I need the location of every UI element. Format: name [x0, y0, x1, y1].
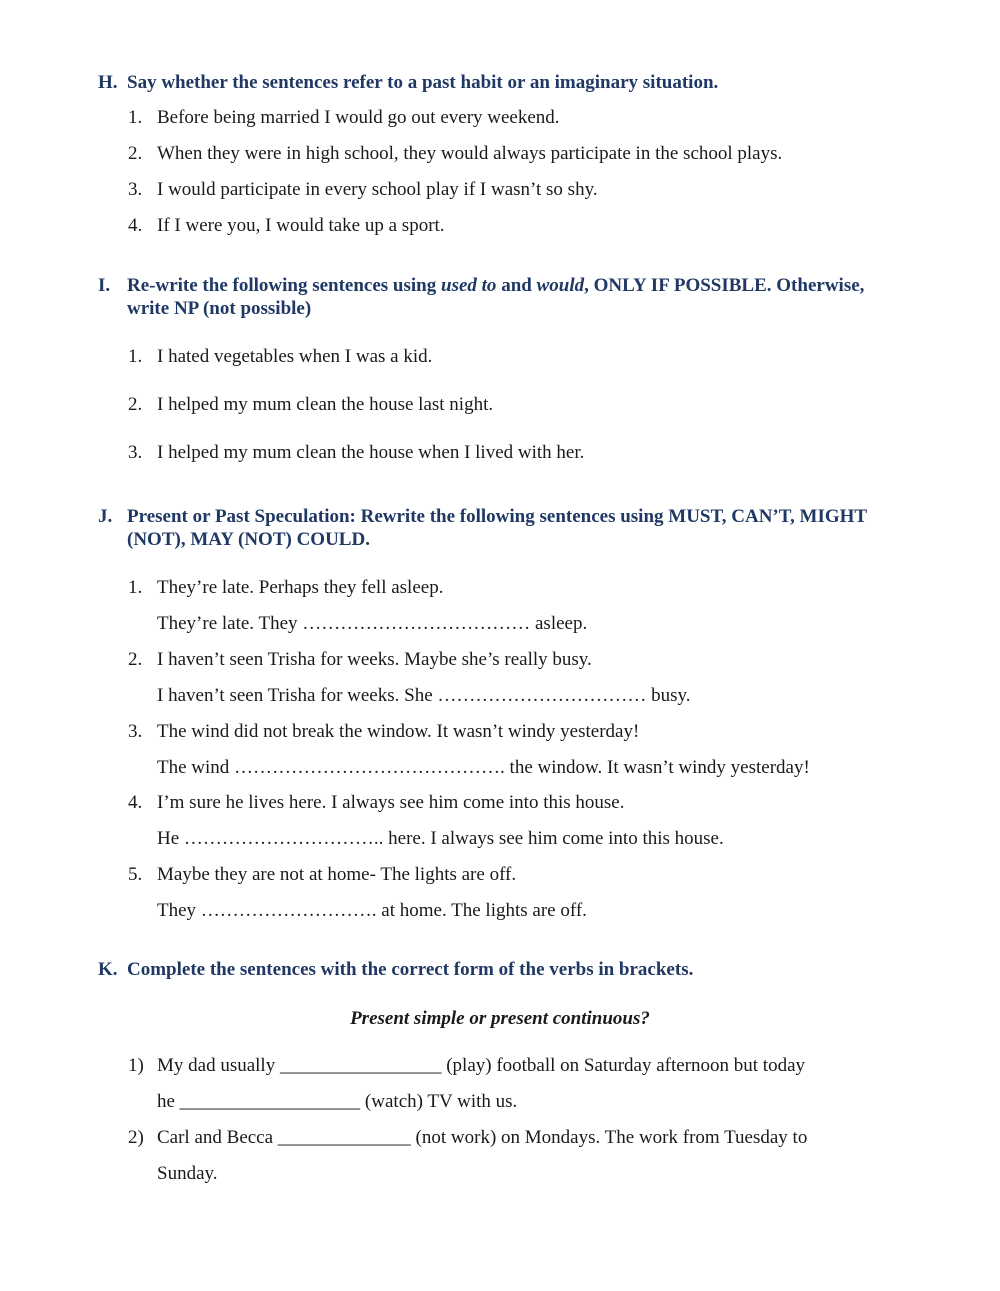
item-text: I helped my mum clean the house last night.: [157, 394, 494, 415]
item-text: I haven’t seen Trisha for weeks. Maybe she’s really busy.: [157, 649, 592, 670]
section-j-letter: J.: [98, 506, 113, 527]
rewrite-line: The wind ……………………………………. the window. It wasn’t windy yesterday!: [157, 757, 810, 778]
item-number: 3.: [128, 442, 143, 463]
rewrite-line: I haven’t seen Trisha for weeks. She …………………………… busy.: [157, 685, 691, 706]
item-number: 2.: [128, 394, 143, 415]
item-number: 1.: [128, 346, 143, 367]
item-text: When they were in high school, they would always participate in the school plays.: [157, 143, 783, 164]
item-continuation: Sunday.: [157, 1163, 218, 1184]
item-number: 4.: [128, 792, 143, 813]
section-i-letter: I.: [98, 275, 111, 296]
item-number: 1.: [128, 577, 143, 598]
item-number: 4.: [128, 215, 143, 236]
item-text: The wind did not break the window. It wasn’t windy yesterday!: [157, 721, 640, 742]
item-number: 1): [128, 1055, 144, 1076]
item-continuation: he ___________________ (watch) TV with us.: [157, 1091, 518, 1112]
item-text: I would participate in every school play if I wasn’t so shy.: [157, 179, 598, 200]
item-number: 1.: [128, 107, 143, 128]
rewrite-line: They’re late. They ……………………………… asleep.: [157, 613, 588, 634]
item-text: I’m sure he lives here. I always see him come into this house.: [157, 792, 625, 813]
section-k-letter: K.: [98, 959, 118, 980]
item-text: My dad usually _________________ (play) football on Saturday afternoon but today: [157, 1055, 806, 1076]
item-number: 2): [128, 1127, 144, 1148]
item-text: Carl and Becca ______________ (not work) on Mondays. The work from Tuesday to: [157, 1127, 808, 1148]
item-number: 5.: [128, 864, 143, 885]
item-text: Before being married I would go out every weekend.: [157, 107, 560, 128]
section-i-title: Re-write the following sentences using used to and would, ONLY IF POSSIBLE. Otherwise, write NP (not possible): [127, 275, 865, 319]
section-h-letter: H.: [98, 72, 118, 93]
section-k-subtitle: Present simple or present continuous?: [350, 1008, 650, 1029]
section-h-title: Say whether the sentences refer to a past habit or an imaginary situation.: [127, 72, 719, 93]
item-text: Maybe they are not at home- The lights are off.: [157, 864, 517, 885]
item-number: 2.: [128, 649, 143, 670]
item-text: I hated vegetables when I was a kid.: [157, 346, 433, 367]
item-number: 3.: [128, 721, 143, 742]
rewrite-line: He ………………………….. here. I always see him come into this house.: [157, 828, 724, 849]
rewrite-line: They ………………………. at home. The lights are off.: [157, 900, 587, 921]
item-text: I helped my mum clean the house when I lived with her.: [157, 442, 585, 463]
item-text: They’re late. Perhaps they fell asleep.: [157, 577, 444, 598]
item-text: If I were you, I would take up a sport.: [157, 215, 445, 236]
item-number: 2.: [128, 143, 143, 164]
item-number: 3.: [128, 179, 143, 200]
section-k-title: Complete the sentences with the correct form of the verbs in brackets.: [127, 959, 694, 980]
section-j-title: Present or Past Speculation: Rewrite the following sentences using MUST, CAN’T, MIGHT (NOT), MAY (NOT) COULD.: [127, 506, 867, 550]
